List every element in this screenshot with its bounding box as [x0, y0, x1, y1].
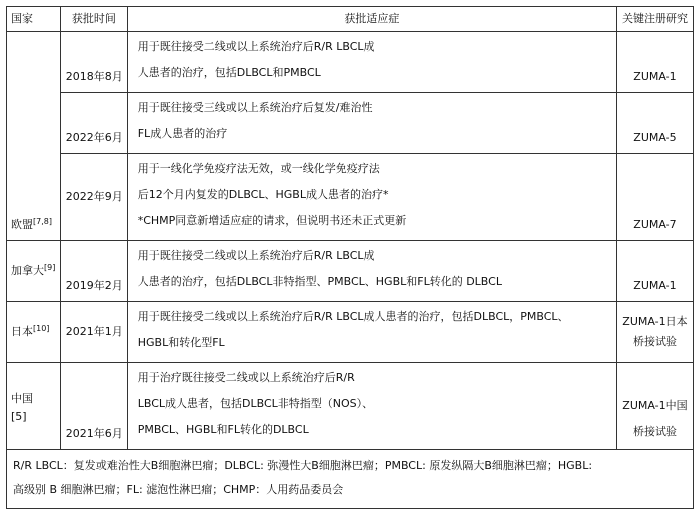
reference: [9]	[44, 263, 56, 272]
date-cell: 2022年6月	[61, 93, 128, 154]
country-cell-jp	[7, 302, 61, 363]
indication-line: 人患者的治疗，包括DLBCL非特指型、PMBCL、HGBL和FL转化的 DLBCL	[137, 275, 502, 288]
footnote-row	[7, 450, 694, 509]
table-header-row	[7, 7, 694, 32]
date-cell: 2018年8月	[61, 32, 128, 93]
indication-line: 后12个月内复发的DLBCL、HGBL成人患者的治疗*	[137, 188, 389, 201]
study-cell	[616, 363, 693, 450]
indication-line: HGBL和转化型FL	[137, 336, 225, 349]
footnote-line: R/R LBCL：复发或难治性大B细胞淋巴瘤；DLBCL: 弥漫性大B细胞淋巴瘤；PMBCL: 原发纵隔大B细胞淋巴瘤；HGBL:	[13, 459, 593, 472]
indication-line: PMBCL、HGBL和FL转化的DLBCL	[137, 423, 309, 436]
country-cell-cn	[7, 363, 61, 450]
study-cell: ZUMA-5	[616, 93, 693, 154]
table-row	[7, 241, 694, 302]
indication-line: 用于既往接受二线或以上系统治疗后R/R LBCL成	[137, 40, 375, 53]
country-name: 日本	[11, 325, 33, 338]
header-study: 关键注册研究	[616, 7, 693, 32]
indication-line: 用于治疗既往接受二线或以上系统治疗后R/R	[137, 371, 355, 384]
study-line: ZUMA-1中国	[622, 399, 688, 412]
indication-line: 用于既往接受二线或以上系统治疗后R/R LBCL成人患者的治疗，包括DLBCL，PMBCL、	[137, 310, 569, 323]
header-indication: 获批适应症	[127, 7, 616, 32]
date-cell: 2021年6月	[61, 363, 128, 450]
indication-cell	[127, 32, 616, 93]
table-row	[7, 93, 694, 154]
country-name: 欧盟	[11, 218, 33, 231]
reference: [5]	[11, 410, 27, 423]
approval-table-container	[6, 6, 694, 509]
study-line: 桥接试验	[632, 425, 677, 438]
reference: [10]	[33, 324, 50, 333]
study-cell	[616, 302, 693, 363]
study-cell: ZUMA-1	[616, 241, 693, 302]
table-row	[7, 302, 694, 363]
header-date: 获批时间	[61, 7, 128, 32]
table-row	[7, 363, 694, 450]
indication-cell	[127, 363, 616, 450]
indication-line: LBCL成人患者，包括DLBCL非特指型（NOS）、	[137, 397, 374, 410]
table-row	[7, 32, 694, 93]
study-cell: ZUMA-7	[616, 154, 693, 241]
date-cell: 2022年9月	[61, 154, 128, 241]
country-cell-ca	[7, 241, 61, 302]
date-cell: 2021年1月	[61, 302, 128, 363]
indication-line: 用于既往接受三线或以上系统治疗后复发/难治性	[137, 101, 373, 114]
footnote-line: 高级别 B 细胞淋巴瘤；FL: 滤泡性淋巴瘤；CHMP：人用药品委员会	[13, 483, 344, 496]
country-name: 加拿大	[11, 264, 44, 277]
footnote-cell	[7, 450, 694, 509]
study-line: 桥接试验	[632, 335, 677, 348]
indication-cell	[127, 93, 616, 154]
indication-line: 人患者的治疗，包括DLBCL和PMBCL	[137, 66, 321, 79]
approval-table	[6, 6, 694, 509]
reference: [7,8]	[33, 217, 52, 226]
country-name: 中国	[11, 392, 33, 405]
indication-cell	[127, 302, 616, 363]
indication-line: 用于既往接受二线或以上系统治疗后R/R LBCL成	[137, 249, 375, 262]
indication-cell	[127, 241, 616, 302]
study-cell: ZUMA-1	[616, 32, 693, 93]
indication-line: 用于一线化学免疫疗法无效，或一线化学免疫疗法	[137, 162, 380, 175]
study-line: ZUMA-1日本	[622, 315, 688, 328]
table-row	[7, 154, 694, 241]
country-cell-eu	[7, 32, 61, 241]
indication-line: *CHMP同意新增适应症的请求，但说明书还未正式更新	[137, 214, 407, 227]
date-cell: 2019年2月	[61, 241, 128, 302]
indication-cell	[127, 154, 616, 241]
header-country: 国家	[7, 7, 61, 32]
indication-line: FL成人患者的治疗	[137, 127, 228, 140]
